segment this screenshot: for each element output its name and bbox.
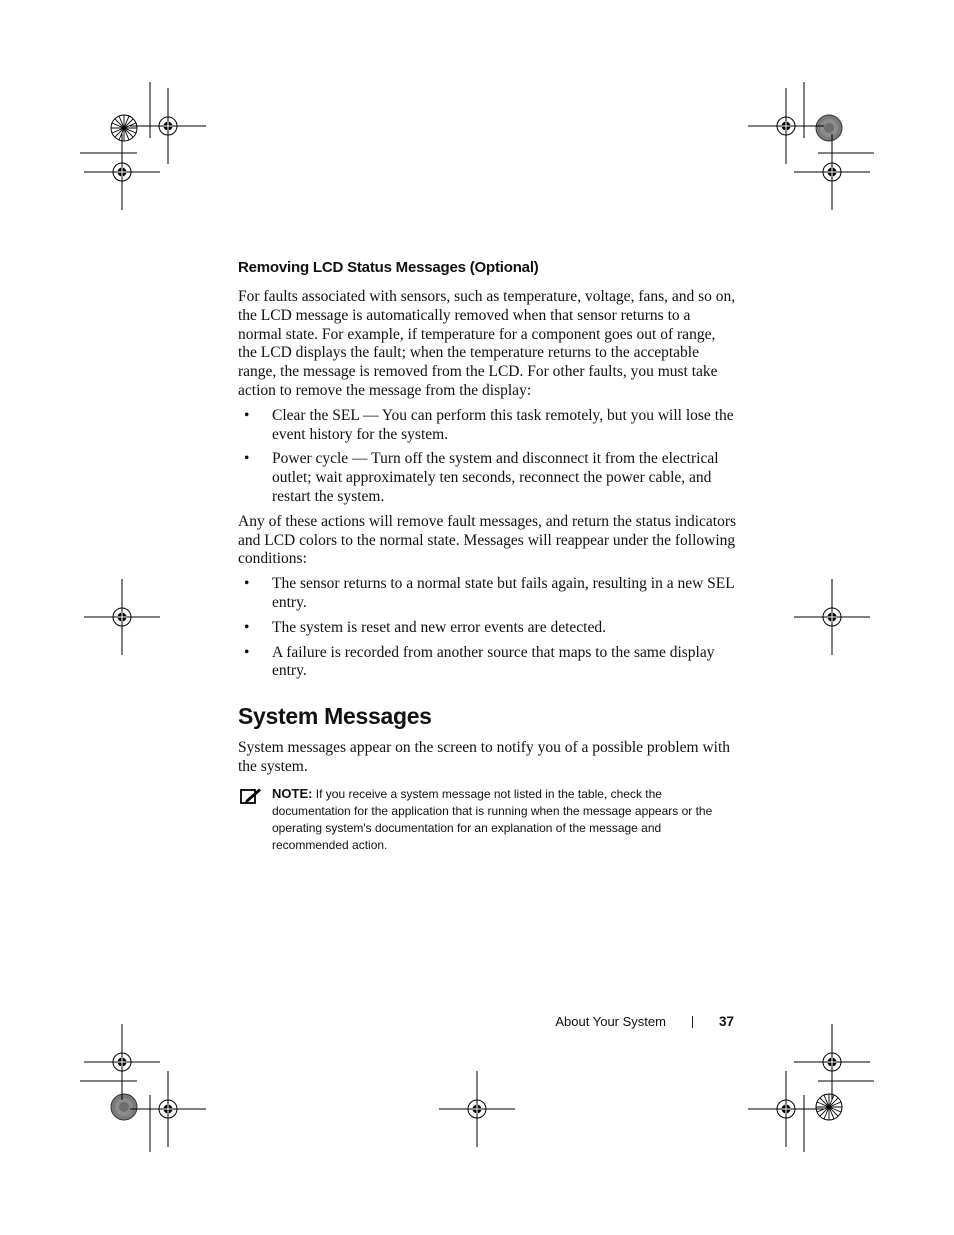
page-title: System Messages xyxy=(238,703,432,730)
bullet-icon: • xyxy=(244,618,250,636)
bullet-icon: • xyxy=(244,643,250,661)
list-item: • The sensor returns to a normal state but fails again, resulting in a new SEL entry. xyxy=(244,575,735,611)
conditions-paragraph: Any of these actions will remove fault messages, and return the status indicators and LCD colors to the normal state. Messages will reappear under the following conditions: xyxy=(238,512,737,568)
list-item: • Clear the SEL — You can perform this task remotely, but you will lose the event history for the system. xyxy=(244,406,734,443)
footer-section-title: About Your System xyxy=(555,1014,666,1029)
note-box xyxy=(238,785,738,855)
note-text: If you receive a system message not listed in the table, check the documentation for the application that is running when the message appears or the operating system's documentation for an explanation of the message and recommended action. xyxy=(272,786,713,853)
intro-paragraph: For faults associated with sensors, such as temperature, voltage, fans, and so on, the LCD message is automatically removed when that sensor returns to a normal state. For example, if temperature for a component goes out of range, the LCD displays the fault; when the temperature returns to the acceptable range, the message is removed from the LCD. For other faults, you must take action to remove the message from the display: xyxy=(238,288,736,399)
note-label: NOTE: xyxy=(272,785,313,801)
pencil-note-icon xyxy=(240,787,262,805)
list-item: • A failure is recorded from another source that maps to the same display entry. xyxy=(244,643,715,680)
bullet-icon: • xyxy=(244,406,250,424)
footer-divider xyxy=(692,1016,693,1028)
list-item: • Power cycle — Turn off the system and disconnect it from the electrical outlet; wait approximately ten seconds, reconnect the power cable, and restart the system. xyxy=(244,450,719,505)
bullet-icon: • xyxy=(244,450,250,468)
actions-list xyxy=(238,407,738,507)
system-messages-paragraph: System messages appear on the screen to notify you of a possible problem with the system. xyxy=(238,739,731,775)
bullet-icon: • xyxy=(244,575,250,593)
section-heading: Removing LCD Status Messages (Optional) xyxy=(238,259,539,276)
page-number: 37 xyxy=(718,1014,734,1029)
page-footer xyxy=(555,1014,734,1029)
page-content xyxy=(238,256,738,855)
conditions-list xyxy=(238,575,738,681)
list-item: • The system is reset and new error events are detected. xyxy=(244,618,606,636)
